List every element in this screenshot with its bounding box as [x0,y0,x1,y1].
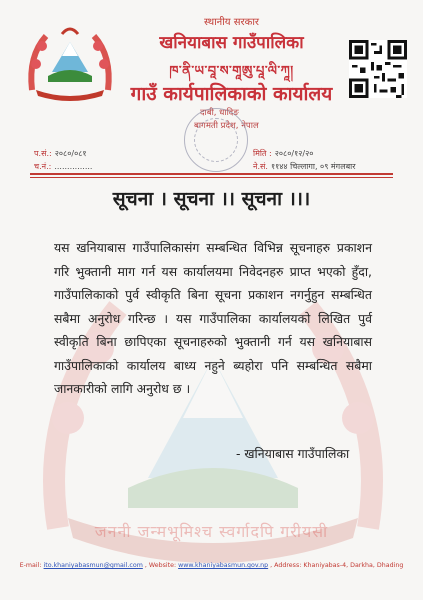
footer-email-link[interactable]: ito.khaniyabasmun@gmail.com [43,562,143,569]
footer-website-link[interactable]: www.khaniyabasmun.gov.np [178,562,269,569]
date-label: मिति : [253,149,272,158]
municipality-name: खनियाबास गाउँपालिका [159,33,304,53]
reference-value: २०८०/०८१ [54,149,87,158]
municipality-name-tibetan: ཁ་ནི་ཡ་བཱ་ས་གཱཨུ་པཱ་ལི་ཀཱ། [169,64,294,79]
office-stamp [184,108,248,172]
office-name: गाउँ कार्यपालिकाको कार्यालय [130,83,333,105]
letterhead-divider-thin [30,177,393,178]
reference-number [34,148,87,159]
dispatch-number [34,161,92,172]
nepal-sambat-date [253,161,356,172]
address-line-2: बागमती प्रदेश, नेपाल [194,121,259,131]
notice-heading: सूचना । सूचना ।। सूचना ।।। [112,188,311,210]
dispatch-value: ............... [54,162,93,171]
era-label: ने.सं. [253,162,268,171]
footer-contact [0,562,423,569]
signoff: - खनियाबास गाउँपालिका [236,446,350,461]
address-line-1: दाबी, धादिङ [200,108,239,118]
qr-code-icon [349,40,407,98]
era-value: ११४४ चिल्लागा, ०९ मंगलबार [270,162,356,171]
footer-address-value: Khaniyabas-4, Darkha, Dhading [303,562,404,569]
date-value: २०८०/१२/२० [274,149,314,158]
reference-label: प.सं.: [34,149,52,158]
notice-body: यस खनियाबास गाउँपालिकासंग सम्बन्धित विभिन्न सूचनाहरु प्रकाशन गरि भुक्तानी माग गर्न यस कार्यालयमा निवेदनहरु प्राप्त भएको हुँदा, गाउँपालिकाको पुर्व स्वीकृति बिना सूचना प्रकाशन नगर्नुहुन सम्बन्धित सबैमा अनुरोध गरिन्छ । यस गाउँपालिका कार्यालयको लिखित पुर्व स्वीकृति बिना छापिएका सूचनाहरुको भुक्तानी गर्न यस खनियाबास गाउँपालिकाको कार्यालय बाध्य नहुने ब्यहोरा पनि सम्बन्धित सबैमा जानकारीको लागि अनुरोध छ । [54,240,372,396]
watermark-motto: जननी जन्मभूमिश्च स्वर्गादपि गरीयसी [94,522,329,541]
date [253,148,313,159]
letterhead-divider [30,173,393,175]
letterhead-subtitle: स्थानीय सरकार [204,17,259,28]
footer-address-label: , Address: [270,562,302,569]
footer-email-label: E-mail: [19,562,42,569]
dispatch-label: च.नं.: [34,162,52,171]
footer-website-label: , Website: [144,562,177,569]
